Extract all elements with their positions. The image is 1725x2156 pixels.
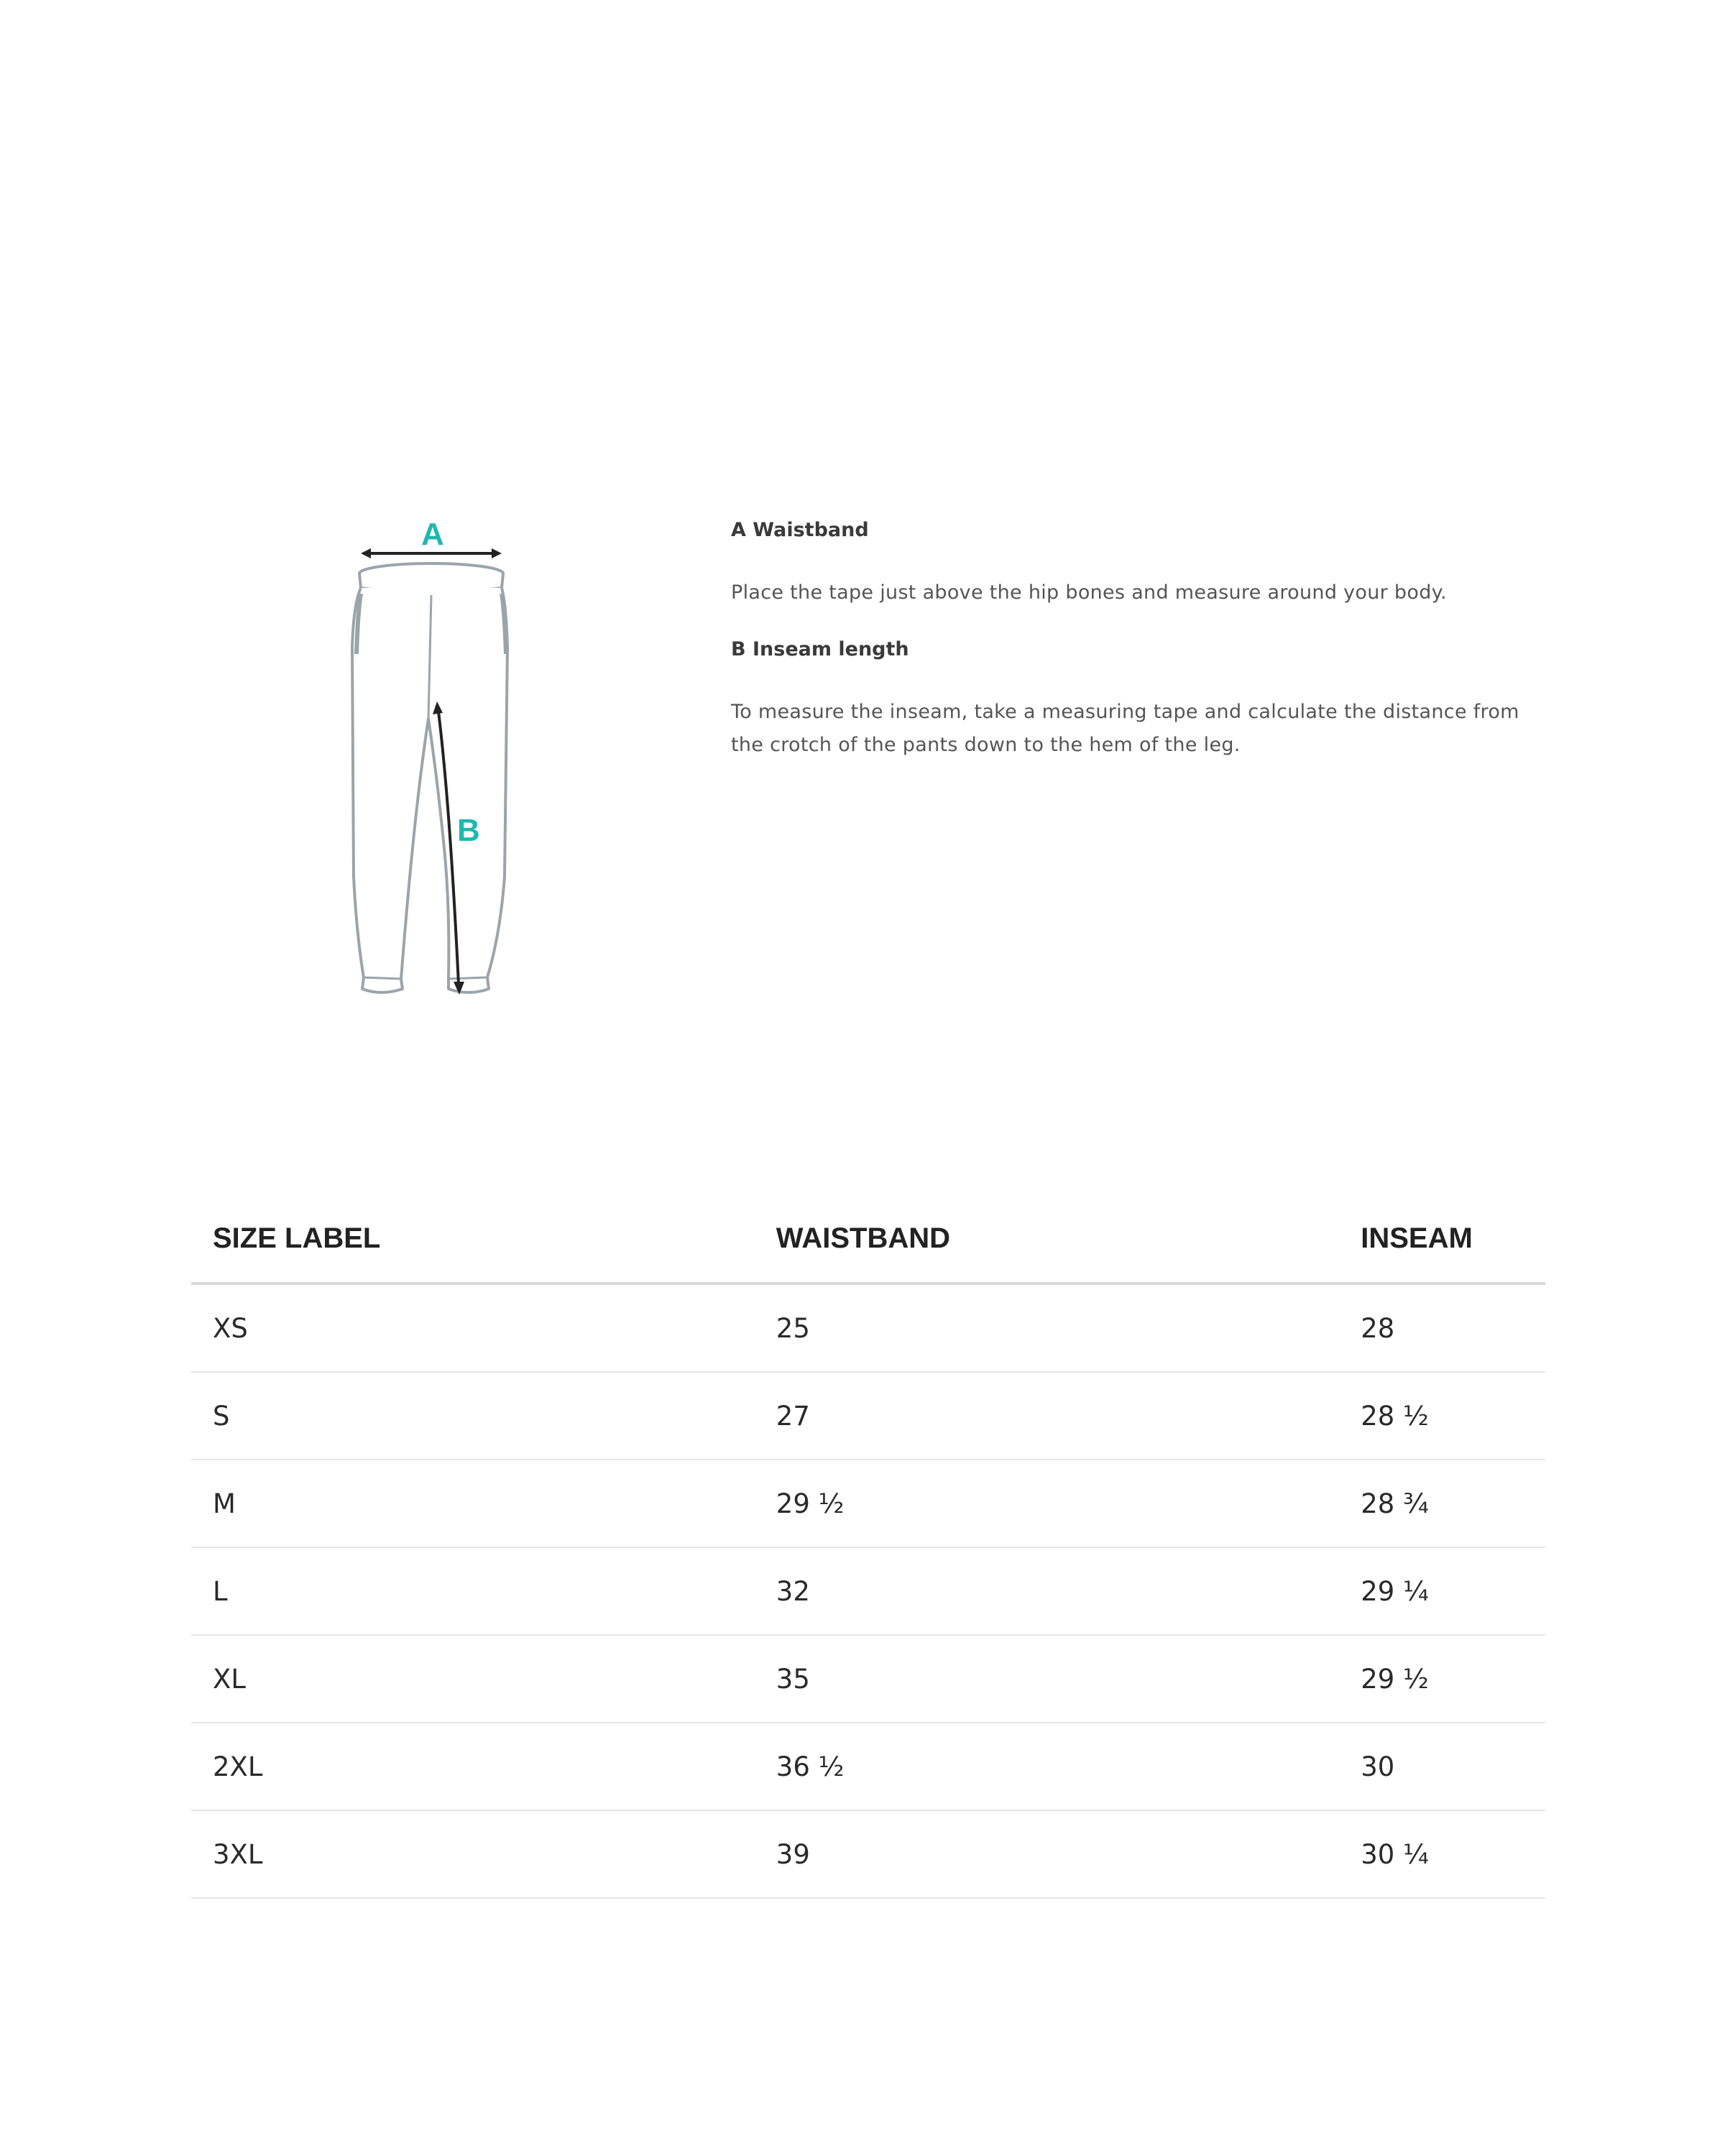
left-cuff-line <box>364 977 401 979</box>
cell-inseam: 30 ¼ <box>1339 1810 1545 1898</box>
pants-measurement-diagram <box>316 503 546 1006</box>
cell-waistband: 27 <box>755 1372 1339 1460</box>
table-row <box>191 1723 1545 1810</box>
label-b: B <box>457 813 480 848</box>
cell-waistband: 35 <box>755 1635 1339 1723</box>
table-row <box>191 1460 1545 1547</box>
cell-waistband: 39 <box>755 1810 1339 1898</box>
cell-size: 2XL <box>191 1723 755 1810</box>
right-cuff-line <box>448 977 487 979</box>
cell-waistband: 25 <box>755 1284 1339 1372</box>
table-row <box>191 1372 1545 1460</box>
cell-size: XL <box>191 1635 755 1723</box>
waistband-description: Place the tape just above the hip bones and measure around your body. <box>731 581 1447 604</box>
cell-inseam: 29 ¼ <box>1339 1547 1545 1635</box>
header-waistband: WAISTBAND <box>755 1194 1339 1284</box>
table-header-row <box>191 1194 1545 1284</box>
cell-inseam: 28 <box>1339 1284 1545 1372</box>
cell-inseam: 28 ¾ <box>1339 1460 1545 1547</box>
cell-waistband: 32 <box>755 1547 1339 1635</box>
label-a: A <box>421 517 444 552</box>
waistband-heading: A Waistband <box>731 519 869 541</box>
cell-inseam: 28 ½ <box>1339 1372 1545 1460</box>
size-chart-table <box>191 1194 1545 1899</box>
waistband-arrow-right-head <box>492 548 502 558</box>
table-row <box>191 1635 1545 1723</box>
pants-illustration <box>316 503 546 1006</box>
cell-size: L <box>191 1547 755 1635</box>
table-row <box>191 1284 1545 1372</box>
table-row <box>191 1547 1545 1635</box>
inseam-heading: B Inseam length <box>731 638 909 660</box>
measurement-instructions <box>731 516 1522 788</box>
cell-size: M <box>191 1460 755 1547</box>
cell-size: 3XL <box>191 1810 755 1898</box>
inseam-description: To measure the inseam, take a measuring tape and calculate the distance from the crotch of the pants down to the hem of the leg. <box>731 701 1519 756</box>
table-row <box>191 1810 1545 1898</box>
cell-size: S <box>191 1372 755 1460</box>
header-size-label: SIZE LABEL <box>191 1194 755 1284</box>
cell-waistband: 29 ½ <box>755 1460 1339 1547</box>
cell-waistband: 36 ½ <box>755 1723 1339 1810</box>
cell-size: XS <box>191 1284 755 1372</box>
header-inseam: INSEAM <box>1339 1194 1545 1284</box>
cell-inseam: 29 ½ <box>1339 1635 1545 1723</box>
cell-inseam: 30 <box>1339 1723 1545 1810</box>
waistband-arrow-left-head <box>361 548 371 558</box>
